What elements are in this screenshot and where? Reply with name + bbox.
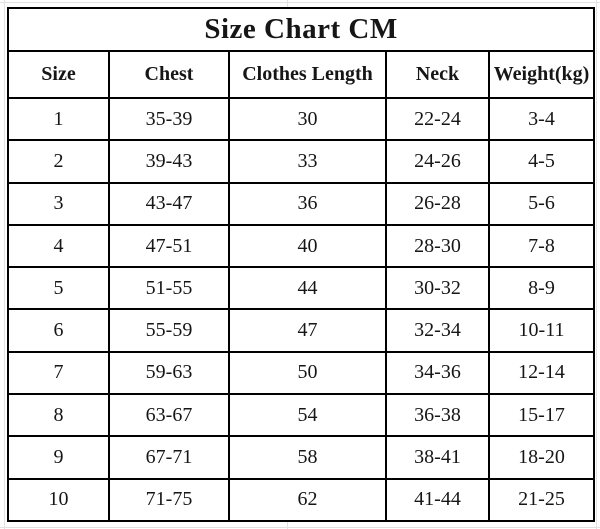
table-row [8, 225, 594, 267]
cell-length: 33 [229, 140, 386, 182]
column-header-clothes-length: Clothes Length [229, 51, 386, 98]
cell-chest: 55-59 [109, 309, 229, 351]
table-row [8, 140, 594, 182]
cell-weight: 3-4 [489, 98, 594, 140]
cell-size: 6 [8, 309, 109, 351]
cell-chest: 51-55 [109, 267, 229, 309]
cell-length: 44 [229, 267, 386, 309]
cell-neck: 24-26 [386, 140, 489, 182]
cell-length: 62 [229, 479, 386, 521]
cell-size: 5 [8, 267, 109, 309]
cell-neck: 22-24 [386, 98, 489, 140]
cell-size: 9 [8, 436, 109, 478]
gridline-right [596, 0, 597, 529]
table-row [8, 267, 594, 309]
cell-length: 50 [229, 352, 386, 394]
cell-weight: 7-8 [489, 225, 594, 267]
cell-length: 40 [229, 225, 386, 267]
cell-weight: 21-25 [489, 479, 594, 521]
gridline-top [0, 2, 600, 3]
cell-chest: 67-71 [109, 436, 229, 478]
cell-chest: 71-75 [109, 479, 229, 521]
column-header-chest: Chest [109, 51, 229, 98]
cell-neck: 41-44 [386, 479, 489, 521]
cell-weight: 15-17 [489, 394, 594, 436]
gridline-left [4, 0, 5, 529]
column-header-size: Size [8, 51, 109, 98]
cell-chest: 63-67 [109, 394, 229, 436]
cell-weight: 18-20 [489, 436, 594, 478]
cell-chest: 43-47 [109, 183, 229, 225]
cell-size: 3 [8, 183, 109, 225]
table-row [8, 98, 594, 140]
size-chart-table [7, 7, 595, 522]
cell-neck: 34-36 [386, 352, 489, 394]
table-row [8, 309, 594, 351]
cell-neck: 30-32 [386, 267, 489, 309]
cell-weight: 12-14 [489, 352, 594, 394]
cell-weight: 8-9 [489, 267, 594, 309]
cell-chest: 59-63 [109, 352, 229, 394]
column-header-neck: Neck [386, 51, 489, 98]
cell-length: 47 [229, 309, 386, 351]
cell-neck: 26-28 [386, 183, 489, 225]
cell-length: 30 [229, 98, 386, 140]
cell-neck: 38-41 [386, 436, 489, 478]
table-row [8, 394, 594, 436]
cell-length: 58 [229, 436, 386, 478]
cell-neck: 36-38 [386, 394, 489, 436]
table-row [8, 436, 594, 478]
cell-neck: 32-34 [386, 309, 489, 351]
gridline-bottom [0, 527, 600, 528]
cell-chest: 47-51 [109, 225, 229, 267]
cell-size: 7 [8, 352, 109, 394]
cell-size: 10 [8, 479, 109, 521]
table-row [8, 479, 594, 521]
cell-weight: 5-6 [489, 183, 594, 225]
cell-chest: 35-39 [109, 98, 229, 140]
cell-size: 8 [8, 394, 109, 436]
cell-chest: 39-43 [109, 140, 229, 182]
cell-length: 54 [229, 394, 386, 436]
cell-neck: 28-30 [386, 225, 489, 267]
cell-weight: 10-11 [489, 309, 594, 351]
cell-size: 2 [8, 140, 109, 182]
table-title: Size Chart CM [8, 8, 594, 51]
table-header-row [8, 51, 594, 98]
table-row [8, 183, 594, 225]
cell-size: 4 [8, 225, 109, 267]
cell-weight: 4-5 [489, 140, 594, 182]
column-header-weight: Weight(kg) [489, 51, 594, 98]
cell-size: 1 [8, 98, 109, 140]
cell-length: 36 [229, 183, 386, 225]
table-title-row [8, 8, 594, 51]
table-row [8, 352, 594, 394]
